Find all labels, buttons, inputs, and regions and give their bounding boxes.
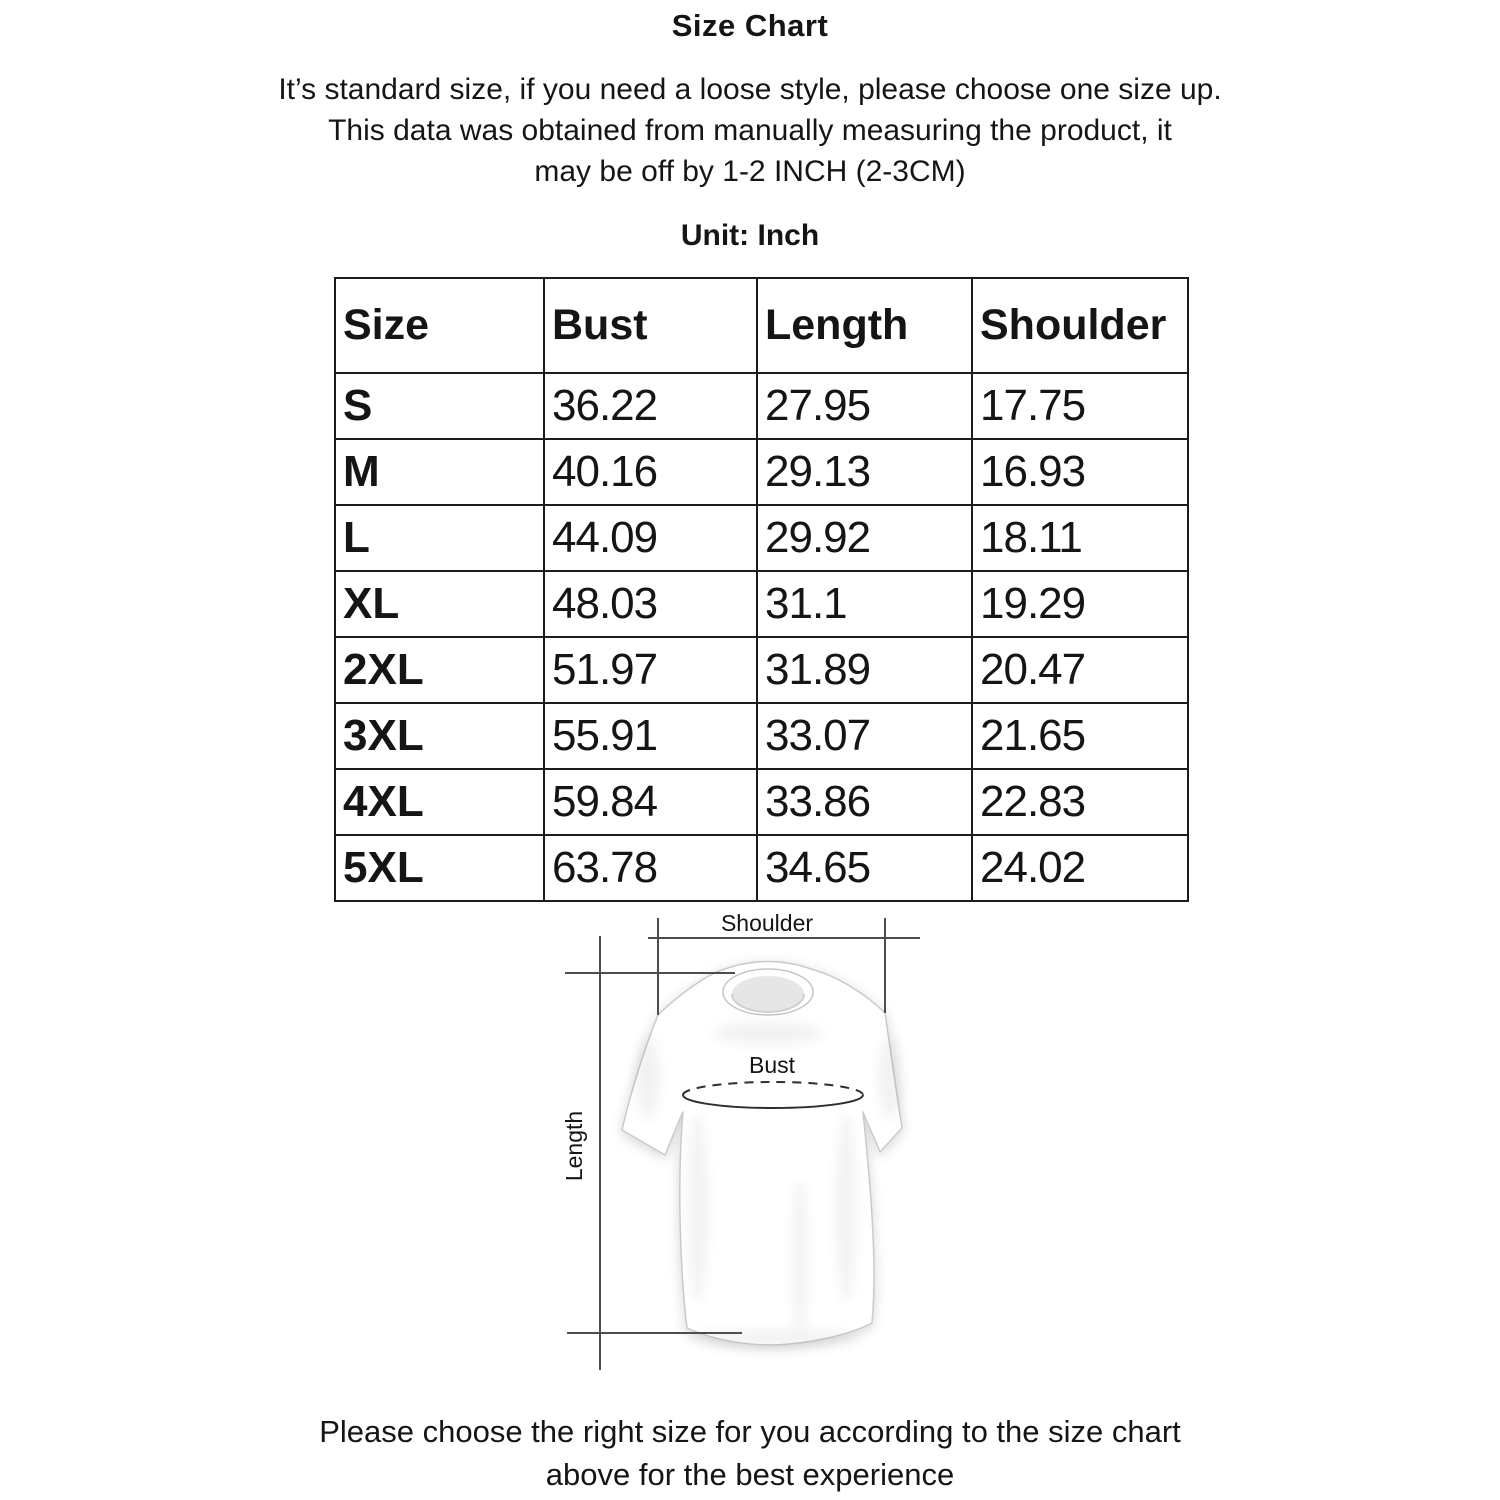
cell-size: 5XL bbox=[335, 835, 544, 901]
cell-length: 29.13 bbox=[757, 439, 972, 505]
cell-bust: 63.78 bbox=[544, 835, 757, 901]
cell-bust: 51.97 bbox=[544, 637, 757, 703]
cell-bust: 40.16 bbox=[544, 439, 757, 505]
cell-shoulder: 19.29 bbox=[972, 571, 1188, 637]
cell-bust: 44.09 bbox=[544, 505, 757, 571]
cell-length: 27.95 bbox=[757, 373, 972, 439]
cell-size: 3XL bbox=[335, 703, 544, 769]
cell-bust: 55.91 bbox=[544, 703, 757, 769]
table-row-4xl bbox=[335, 769, 1188, 835]
column-header-bust: Bust bbox=[544, 278, 757, 373]
cell-shoulder: 24.02 bbox=[972, 835, 1188, 901]
column-header-length: Length bbox=[757, 278, 972, 373]
cell-bust: 48.03 bbox=[544, 571, 757, 637]
size-table-header-row bbox=[335, 278, 1188, 373]
cell-length: 29.92 bbox=[757, 505, 972, 571]
intro-text bbox=[0, 69, 1500, 192]
cell-size: L bbox=[335, 505, 544, 571]
size-table bbox=[334, 277, 1189, 902]
cell-length: 31.89 bbox=[757, 637, 972, 703]
footer-text bbox=[0, 1410, 1500, 1496]
table-row-3xl bbox=[335, 703, 1188, 769]
shoulder-label: Shoulder bbox=[720, 910, 814, 936]
intro-line-3: may be off by 1-2 INCH (2-3CM) bbox=[534, 155, 966, 188]
column-header-shoulder: Shoulder bbox=[972, 278, 1188, 373]
cell-shoulder: 16.93 bbox=[972, 439, 1188, 505]
page-title: Size Chart bbox=[671, 8, 829, 43]
table-row-s bbox=[335, 373, 1188, 439]
cell-bust: 59.84 bbox=[544, 769, 757, 835]
table-row-5xl bbox=[335, 835, 1188, 901]
table-row-2xl bbox=[335, 637, 1188, 703]
intro-line-1: It’s standard size, if you need a loose style, please choose one size up. bbox=[278, 73, 1222, 106]
footer-line-2: above for the best experience bbox=[545, 1457, 955, 1492]
cell-size: S bbox=[335, 373, 544, 439]
cell-shoulder: 20.47 bbox=[972, 637, 1188, 703]
cell-shoulder: 22.83 bbox=[972, 769, 1188, 835]
tshirt-body bbox=[622, 962, 902, 1346]
cell-length: 33.86 bbox=[757, 769, 972, 835]
cell-length: 33.07 bbox=[757, 703, 972, 769]
tshirt-measurement-diagram bbox=[548, 898, 1018, 1383]
cell-shoulder: 17.75 bbox=[972, 373, 1188, 439]
cell-size: M bbox=[335, 439, 544, 505]
unit-label: Unit: Inch bbox=[680, 219, 820, 252]
table-row-xl bbox=[335, 571, 1188, 637]
column-header-size: Size bbox=[335, 278, 544, 373]
cell-shoulder: 18.11 bbox=[972, 505, 1188, 571]
cell-size: 4XL bbox=[335, 769, 544, 835]
cell-shoulder: 21.65 bbox=[972, 703, 1188, 769]
tshirt-graphic bbox=[622, 962, 902, 1347]
table-row-l bbox=[335, 505, 1188, 571]
cell-size: 2XL bbox=[335, 637, 544, 703]
footer-line-1: Please choose the right size for you according to the size chart bbox=[319, 1414, 1181, 1449]
bust-label: Bust bbox=[748, 1052, 796, 1078]
cell-length: 34.65 bbox=[757, 835, 972, 901]
intro-line-2: This data was obtained from manually measuring the product, it bbox=[328, 114, 1172, 147]
cell-bust: 36.22 bbox=[544, 373, 757, 439]
table-row-m bbox=[335, 439, 1188, 505]
cell-length: 31.1 bbox=[757, 571, 972, 637]
length-label: Length bbox=[561, 1110, 587, 1182]
cell-size: XL bbox=[335, 571, 544, 637]
